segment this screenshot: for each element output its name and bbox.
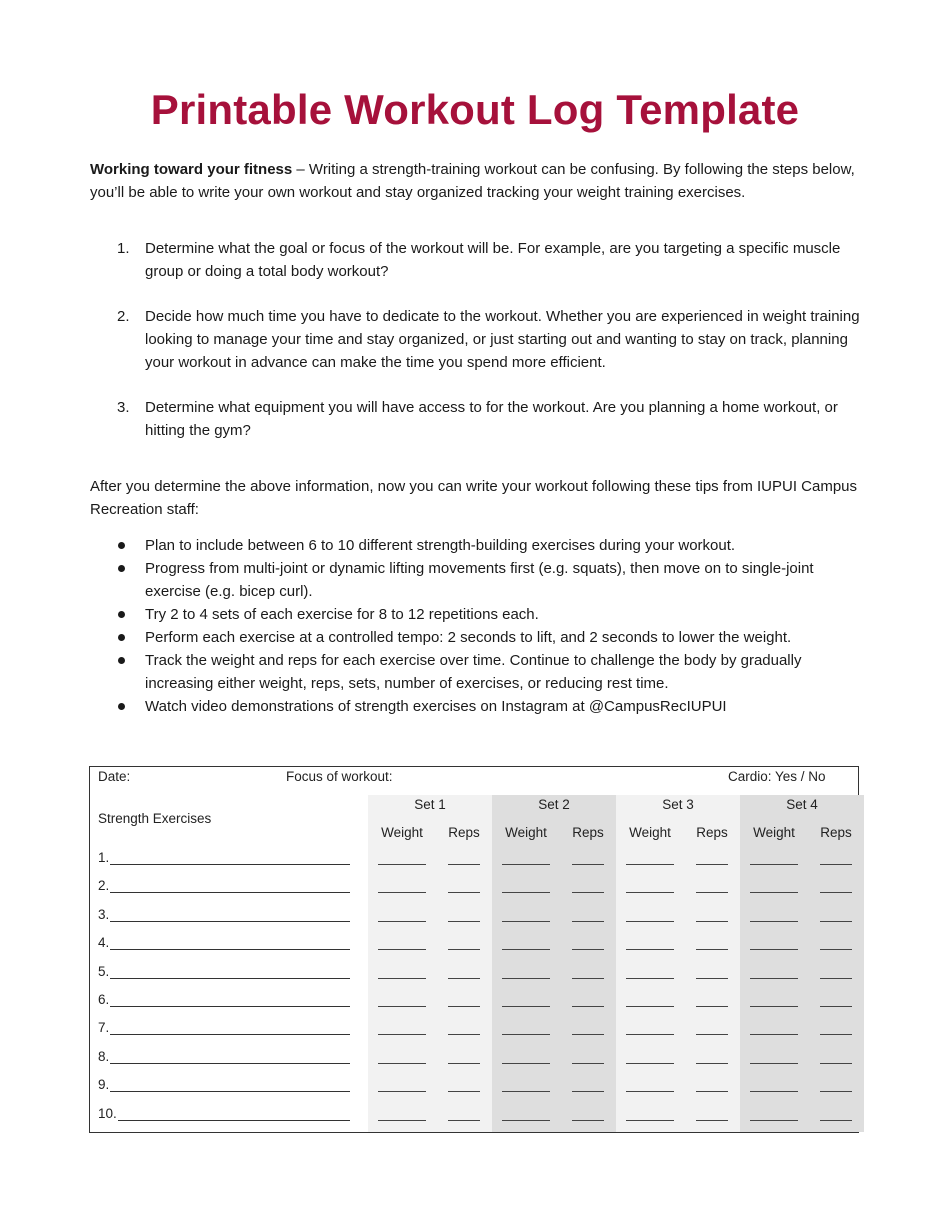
reps-blank[interactable] <box>820 968 852 979</box>
weight-blank[interactable] <box>502 968 550 979</box>
exercise-row <box>98 1020 350 1038</box>
exercise-number: 5. <box>98 963 110 979</box>
set-header: Set 1 <box>414 797 446 812</box>
list-item <box>90 237 860 283</box>
reps-blank[interactable] <box>448 968 480 979</box>
exercise-name-blank[interactable] <box>118 1106 350 1121</box>
weight-blank[interactable] <box>626 882 674 893</box>
set-header: Set 2 <box>538 797 570 812</box>
reps-blank[interactable] <box>572 1110 604 1121</box>
tip-text: Progress from multi-joint or dynamic lifting movements first (e.g. squats), then move on to single-joint exercise (e.g. bicep curl). <box>145 560 814 600</box>
after-paragraph: After you determine the above information, now you can write your workout following these tips from IUPUI Campus Recreation staff: <box>90 478 858 518</box>
weight-blank[interactable] <box>750 1024 798 1035</box>
reps-blank[interactable] <box>696 939 728 950</box>
bullet-icon <box>118 703 125 710</box>
weight-blank[interactable] <box>378 996 426 1007</box>
step-number: 3. <box>117 399 130 416</box>
exercise-name-blank[interactable] <box>110 1020 350 1035</box>
reps-blank[interactable] <box>820 1024 852 1035</box>
tip-text: Try 2 to 4 sets of each exercise for 8 to 12 repetitions each. <box>145 606 539 623</box>
reps-header: Reps <box>448 825 480 840</box>
intro-bold-lead: Working toward your fitness <box>90 161 293 178</box>
reps-header: Reps <box>820 825 852 840</box>
exercise-row <box>98 1077 350 1095</box>
exercise-row <box>98 964 350 982</box>
reps-blank[interactable] <box>696 1053 728 1064</box>
steps-list <box>90 237 860 464</box>
tips-list <box>90 534 850 718</box>
exercise-name-blank[interactable] <box>110 1077 350 1092</box>
weight-blank[interactable] <box>626 968 674 979</box>
reps-blank[interactable] <box>448 1053 480 1064</box>
weight-blank[interactable] <box>502 1024 550 1035</box>
weight-blank[interactable] <box>502 1053 550 1064</box>
list-item <box>90 649 850 695</box>
intro-paragraph <box>90 158 870 204</box>
set-3-column <box>616 795 740 1132</box>
weight-blank[interactable] <box>502 854 550 865</box>
weight-blank[interactable] <box>750 996 798 1007</box>
cardio-label: Cardio: Yes / No <box>728 769 826 784</box>
list-item <box>90 396 860 442</box>
focus-of-workout-label: Focus of workout: <box>286 769 393 784</box>
weight-blank[interactable] <box>626 1024 674 1035</box>
exercise-number: 1. <box>98 850 110 865</box>
weight-header: Weight <box>505 825 547 840</box>
tip-text: Perform each exercise at a controlled tempo: 2 seconds to lift, and 2 seconds to lower the weight. <box>145 629 792 646</box>
reps-blank[interactable] <box>696 1024 728 1035</box>
reps-blank[interactable] <box>696 854 728 865</box>
list-item <box>90 557 850 603</box>
weight-blank[interactable] <box>378 911 426 922</box>
reps-blank[interactable] <box>572 939 604 950</box>
weight-blank[interactable] <box>378 939 426 950</box>
weight-blank[interactable] <box>626 1081 674 1092</box>
weight-blank[interactable] <box>626 939 674 950</box>
set-1-column <box>368 795 492 1132</box>
page-title: Printable Workout Log Template <box>150 86 800 133</box>
reps-blank[interactable] <box>448 854 480 865</box>
weight-blank[interactable] <box>750 882 798 893</box>
weight-blank[interactable] <box>750 854 798 865</box>
reps-blank[interactable] <box>820 1081 852 1092</box>
step-number: 2. <box>117 308 130 325</box>
reps-blank[interactable] <box>696 882 728 893</box>
reps-blank[interactable] <box>696 911 728 922</box>
weight-header: Weight <box>629 825 671 840</box>
step-text: Determine what the goal or focus of the workout will be. For example, are you targeting a specific muscle group or doing a total body workout? <box>145 240 841 280</box>
weight-blank[interactable] <box>378 1110 426 1121</box>
exercise-number: 2. <box>98 878 110 894</box>
list-item <box>90 695 850 718</box>
weight-blank[interactable] <box>502 882 550 893</box>
weight-blank[interactable] <box>750 939 798 950</box>
reps-blank[interactable] <box>448 882 480 893</box>
set-header: Set 3 <box>662 797 694 812</box>
reps-blank[interactable] <box>572 854 604 865</box>
set-header: Set 4 <box>786 797 818 812</box>
reps-blank[interactable] <box>572 996 604 1007</box>
weight-blank[interactable] <box>502 911 550 922</box>
reps-blank[interactable] <box>572 968 604 979</box>
weight-blank[interactable] <box>378 968 426 979</box>
exercise-name-blank[interactable] <box>110 1049 350 1064</box>
reps-blank[interactable] <box>448 1081 480 1092</box>
intro-text: – Writing a strength-training workout can be confusing. By following the steps below, you’ll be able to write your own workout and stay organized tracking your weight training exercises. <box>90 161 855 201</box>
strength-exercises-label: Strength Exercises <box>98 811 212 826</box>
step-number: 1. <box>117 240 130 257</box>
exercise-row <box>98 907 350 925</box>
weight-header: Weight <box>381 825 423 840</box>
list-item <box>90 305 860 374</box>
weight-blank[interactable] <box>626 854 674 865</box>
reps-header: Reps <box>696 825 728 840</box>
weight-blank[interactable] <box>750 1053 798 1064</box>
reps-blank[interactable] <box>448 996 480 1007</box>
exercise-name-blank[interactable] <box>110 850 350 865</box>
workout-log-table <box>89 766 859 1133</box>
reps-blank[interactable] <box>696 1110 728 1121</box>
weight-blank[interactable] <box>378 882 426 893</box>
exercise-number: 3. <box>98 906 110 922</box>
set-2-column <box>492 795 616 1132</box>
reps-blank[interactable] <box>820 882 852 893</box>
tip-text: Track the weight and reps for each exercise over time. Continue to challenge the body by gradually increasing either weight, reps, sets, number of exercises, or reducing rest time. <box>145 652 802 692</box>
exercise-name-blank[interactable] <box>110 878 350 893</box>
weight-blank[interactable] <box>750 968 798 979</box>
weight-blank[interactable] <box>502 1110 550 1121</box>
exercise-row <box>98 1049 350 1067</box>
weight-blank[interactable] <box>626 996 674 1007</box>
weight-blank[interactable] <box>502 1081 550 1092</box>
step-text: Determine what equipment you will have access to for the workout. Are you planning a home workout, or hitting the gym? <box>145 399 838 439</box>
bullet-icon <box>118 542 125 549</box>
reps-blank[interactable] <box>696 1081 728 1092</box>
reps-blank[interactable] <box>572 882 604 893</box>
reps-blank[interactable] <box>448 939 480 950</box>
exercise-number: 4. <box>98 935 110 951</box>
exercise-number: 9. <box>98 1077 110 1093</box>
reps-blank[interactable] <box>820 1053 852 1064</box>
exercise-number: 6. <box>98 992 110 1007</box>
reps-blank[interactable] <box>820 939 852 950</box>
exercise-name-blank[interactable] <box>110 964 350 979</box>
weight-blank[interactable] <box>626 1110 674 1121</box>
exercise-row <box>98 935 350 953</box>
reps-blank[interactable] <box>572 1081 604 1092</box>
weight-blank[interactable] <box>626 1053 674 1064</box>
bullet-icon <box>118 611 125 618</box>
exercise-number: 7. <box>98 1020 110 1036</box>
set-4-column <box>740 795 864 1132</box>
weight-blank[interactable] <box>750 1081 798 1092</box>
exercise-row <box>98 1106 350 1124</box>
reps-blank[interactable] <box>572 1024 604 1035</box>
weight-blank[interactable] <box>378 854 426 865</box>
reps-blank[interactable] <box>448 1024 480 1035</box>
tip-text: Watch video demonstrations of strength exercises on Instagram at @CampusRecIUPUI <box>145 698 727 715</box>
list-item <box>90 603 850 626</box>
exercise-row <box>98 850 350 868</box>
bullet-icon <box>118 634 125 641</box>
exercise-name-blank[interactable] <box>110 935 350 950</box>
weight-blank[interactable] <box>750 911 798 922</box>
weight-blank[interactable] <box>750 1110 798 1121</box>
list-item <box>90 626 850 649</box>
exercise-name-blank[interactable] <box>110 992 350 1007</box>
weight-blank[interactable] <box>378 1024 426 1035</box>
reps-blank[interactable] <box>696 968 728 979</box>
weight-blank[interactable] <box>502 939 550 950</box>
reps-blank[interactable] <box>448 911 480 922</box>
reps-blank[interactable] <box>572 1053 604 1064</box>
reps-header: Reps <box>572 825 604 840</box>
reps-blank[interactable] <box>572 911 604 922</box>
weight-blank[interactable] <box>378 1081 426 1092</box>
reps-blank[interactable] <box>820 1110 852 1121</box>
reps-blank[interactable] <box>448 1110 480 1121</box>
exercise-number: 8. <box>98 1048 110 1064</box>
tip-text: Plan to include between 6 to 10 different strength-building exercises during your workout. <box>145 537 736 554</box>
reps-blank[interactable] <box>696 996 728 1007</box>
reps-blank[interactable] <box>820 911 852 922</box>
exercise-row <box>98 992 350 1010</box>
list-item <box>90 534 850 557</box>
weight-blank[interactable] <box>378 1053 426 1064</box>
weight-header: Weight <box>753 825 795 840</box>
reps-blank[interactable] <box>820 854 852 865</box>
reps-blank[interactable] <box>820 996 852 1007</box>
exercise-number: 10. <box>98 1105 117 1121</box>
bullet-icon <box>118 657 125 664</box>
weight-blank[interactable] <box>626 911 674 922</box>
date-label: Date: <box>98 769 131 784</box>
exercise-row <box>98 878 350 896</box>
weight-blank[interactable] <box>502 996 550 1007</box>
exercise-name-blank[interactable] <box>110 907 350 922</box>
step-text: Decide how much time you have to dedicate to the workout. Whether you are experienced in weight training looking to manage your time and stay organized, or just starting out and wanting to stay on track, planning your workout in advance can make the time you spend more efficient. <box>145 308 860 371</box>
bullet-icon <box>118 565 125 572</box>
